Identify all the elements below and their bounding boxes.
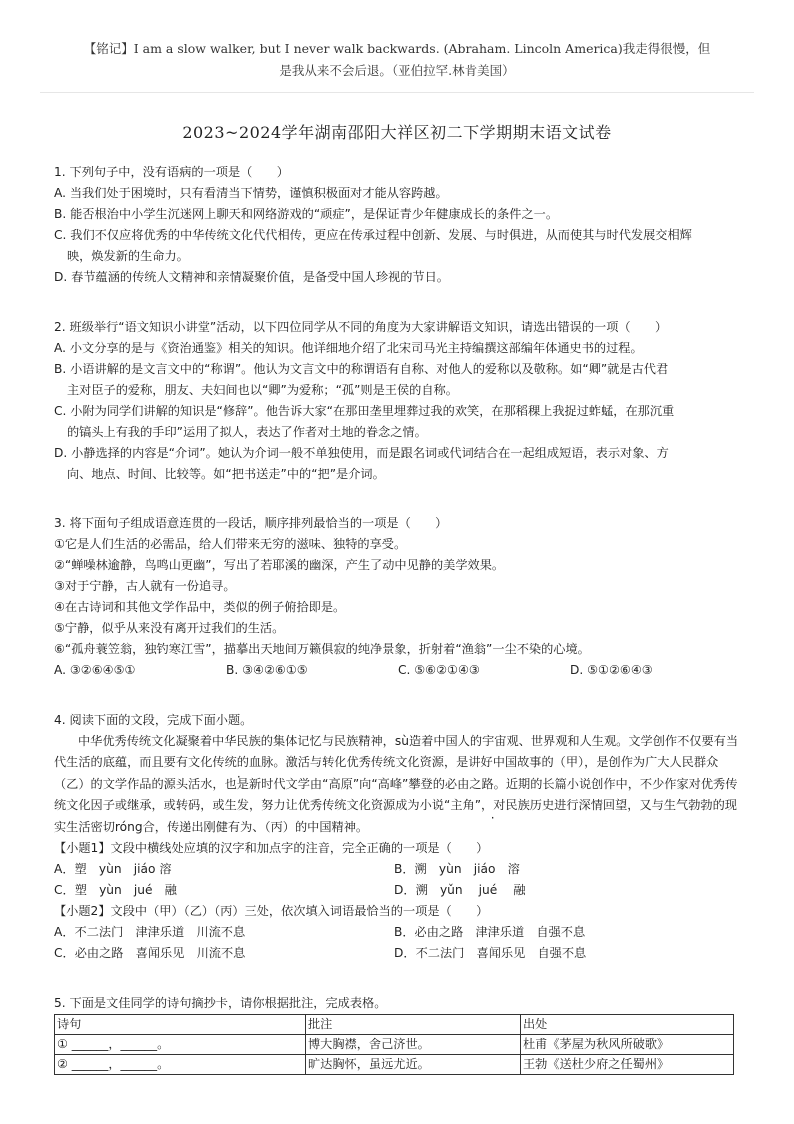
emphasis-char: 角 · <box>463 798 475 812</box>
option-b: B．必由之路 津津乐道 自强不息 <box>394 925 586 940</box>
poem-line-cell: ① ______，______。 <box>55 1035 306 1055</box>
option-b: B. ③④②⑥①⑤ <box>226 663 308 677</box>
options-row <box>54 880 744 901</box>
question-2 <box>54 317 744 485</box>
option-b: B. 小语讲解的是文言文中的“称谓”。他认为文言文中的称谓语有自称、对他人的爱称以及敬称。如“卿”就是古代君 <box>54 362 669 376</box>
option-c: C. 我们不仅应将优秀的中华传统文化代代相传，更应在传承过程中创新、发展、与时俱进，从而使其与时代发展交相辉 <box>54 228 692 242</box>
question-stem: 2. 班级举行“语文知识小讲堂”活动，以下四位同学从不同的角度为大家讲解语文知识，请选出错误的一项（ ） <box>54 320 668 334</box>
question-3 <box>54 513 744 681</box>
passage-part-4: ”，对民族历史进行深情回望，又与生气勃勃的现实生活密切róng <box>54 798 737 834</box>
sentence-4: ④在古诗词和其他文学作品中，类似的例子俯拾即是。 <box>54 600 346 614</box>
sub-question-1: 【小题1】文段中横线处应填的汉字和加点字的注音，完全正确的一项是（ ） <box>54 841 489 856</box>
option-a: A. 当我们处于困境时，只有看清当下情势，谨慎积极面对才能从容跨越。 <box>54 186 448 200</box>
sub-question-2: 【小题2】文段中（甲）（乙）（丙）三处，依次填入词语最恰当的一项是（ ） <box>54 904 489 919</box>
motto-line-1: 【铭记】I am a slow walker, but I never walk backwards. (Abraham. Lincoln America)我走得很慢，但 <box>83 41 711 56</box>
options-row <box>54 943 744 964</box>
reading-passage <box>54 731 744 838</box>
sentence-1: ①它是人们生活的必需品，给人们带来无穷的滋味、独特的享受。 <box>54 537 407 551</box>
passage-part-3: ）的文学作品的源头活水，也是新时代文学由“高原”向“高峰”攀登的必由之路。近期的长篇小说创作中，不少作家对优秀传统文化因子或继承，或转码，或生发，努力让优秀传统文化资源成为小说“主 · <box>54 777 737 812</box>
option-a: A．不二法门 津津乐道 川流不息 <box>54 925 246 940</box>
header-cell: 出处 <box>521 1015 734 1035</box>
question-stem: 1. 下列句子中，没有语病的一项是（ ） <box>54 165 289 179</box>
source-cell: 王勃《送杜少府之任蜀州》 <box>521 1055 734 1075</box>
poem-line-cell: ② ______，______。 <box>55 1055 306 1075</box>
option-d: D. 小静选择的内容是“介词”。她认为介词一般不单独使用，而是跟名词或代词结合在一起组成短语，表示对象、方 <box>54 446 669 460</box>
poem-table <box>54 1014 734 1075</box>
option-c-continued: 映，焕发新的生命力。 <box>67 249 189 263</box>
option-b: B．溯 yùn jiáo 溶 <box>394 862 520 877</box>
passage-part-1: 中华优秀传统文化凝聚着中华民族的集体记忆与民族精神，sù <box>78 734 409 748</box>
sentence-5: ⑤宁静，似乎从来没有离开过我们的生活。 <box>54 621 285 635</box>
question-stem: 4. 阅读下面的文段，完成下面小题。 <box>54 713 253 727</box>
annotation-cell: 旷达胸怀，虽远尤近。 <box>306 1055 521 1075</box>
option-c-continued: 的镐头上有我的手印”运用了拟人，表达了作者对土地的眷念之情。 <box>67 425 427 439</box>
option-b-continued: 主对臣子的爱称，朋友、夫妇间也以“卿”为爱称；“孤”则是王侯的自称。 <box>67 383 458 397</box>
header-divider <box>40 92 754 93</box>
passage-part-2: 造着中国人的宇宙观、世界观和人生观。文学创作不仅要有当代生活的底蕴，而且要有文化传统的血脉。激活与转化优秀传统文化资源，是讲好中国故事的（甲），是创作为广大人民群众（乙 <box>54 734 739 791</box>
table-row <box>55 1035 734 1055</box>
option-c: C. 小附为同学们讲解的知识是“修辞”。他告诉大家“在那田垄里埋葬过我的欢笑，在那稻稞上我捉过蚱蜢，在那沉重 <box>54 404 675 418</box>
option-c: C．塑 yùn jué 融 <box>54 883 177 898</box>
options-row <box>54 922 744 943</box>
motto <box>20 38 774 82</box>
annotation-cell: 博大胸襟，舍己济世。 <box>306 1035 521 1055</box>
sentence-6: ⑥“孤舟蓑笠翁，独钓寒江雪”，描摹出天地间万籁俱寂的纯净景象，折射着“渔翁”一尘不染的心境。 <box>54 642 590 656</box>
question-stem: 5. 下面是文佳同学的诗句摘抄卡，请你根据批注，完成表格。 <box>54 996 387 1010</box>
question-5 <box>54 993 744 1014</box>
option-a: A. 小文分享的是与《资治通鉴》相关的知识。他详细地介绍了北宋司马光主持编撰这部编年体通史书的过程。 <box>54 341 643 355</box>
option-d-continued: 向、地点、时间、比较等。如“把书送走”中的“把”是介词。 <box>67 467 385 481</box>
source-cell: 杜甫《茅屋为秋风所破歌》 <box>521 1035 734 1055</box>
table-row <box>55 1055 734 1075</box>
option-c: C. ⑤⑥②①④③ <box>398 663 480 677</box>
sentence-2: ②“蝉噪林逾静，鸟鸣山更幽”，写出了若耶溪的幽深，产生了动中见静的美学效果。 <box>54 558 505 572</box>
header-cell: 批注 <box>306 1015 521 1035</box>
options-row <box>54 660 744 681</box>
option-b: B. 能否根治中小学生沉迷网上聊天和网络游戏的“顽症”，是保证青少年健康成长的条件之一。 <box>54 207 559 221</box>
question-4 <box>54 710 744 964</box>
option-c: C．必由之路 喜闻乐见 川流不息 <box>54 946 246 961</box>
page-title: 2023~2024学年湖南邵阳大祥区初二下学期期末语文试卷 <box>182 123 612 142</box>
option-d: D. ⑤①②⑥④③ <box>570 663 653 677</box>
option-d: D．溯 yǔn jué 融 <box>394 883 526 898</box>
option-d: D．不二法门 喜闻乐见 自强不息 <box>394 946 587 961</box>
question-1 <box>54 162 744 288</box>
motto-line-2: 是我从来不会后退。（亚伯拉罕.林肯美国） <box>279 63 515 78</box>
option-a: A．塑 yùn jiáo 溶 <box>54 862 172 877</box>
table-header-row <box>55 1015 734 1035</box>
sentence-3: ③对于宁静，古人就有一份追寻。 <box>54 579 236 593</box>
header-cell: 诗句 <box>55 1015 306 1035</box>
question-stem: 3. 将下面句子组成语意连贯的一段话，顺序排列最恰当的一项是（ ） <box>54 516 448 530</box>
options-row <box>54 859 744 880</box>
option-d: D. 春节蕴涵的传统人文精神和亲情凝聚价值，是备受中国人珍视的节日。 <box>54 270 449 284</box>
option-a: A. ③②⑥④⑤① <box>54 663 136 677</box>
passage-part-5: 合，传递出刚健有为、（丙）的中国精神。 <box>142 819 369 834</box>
